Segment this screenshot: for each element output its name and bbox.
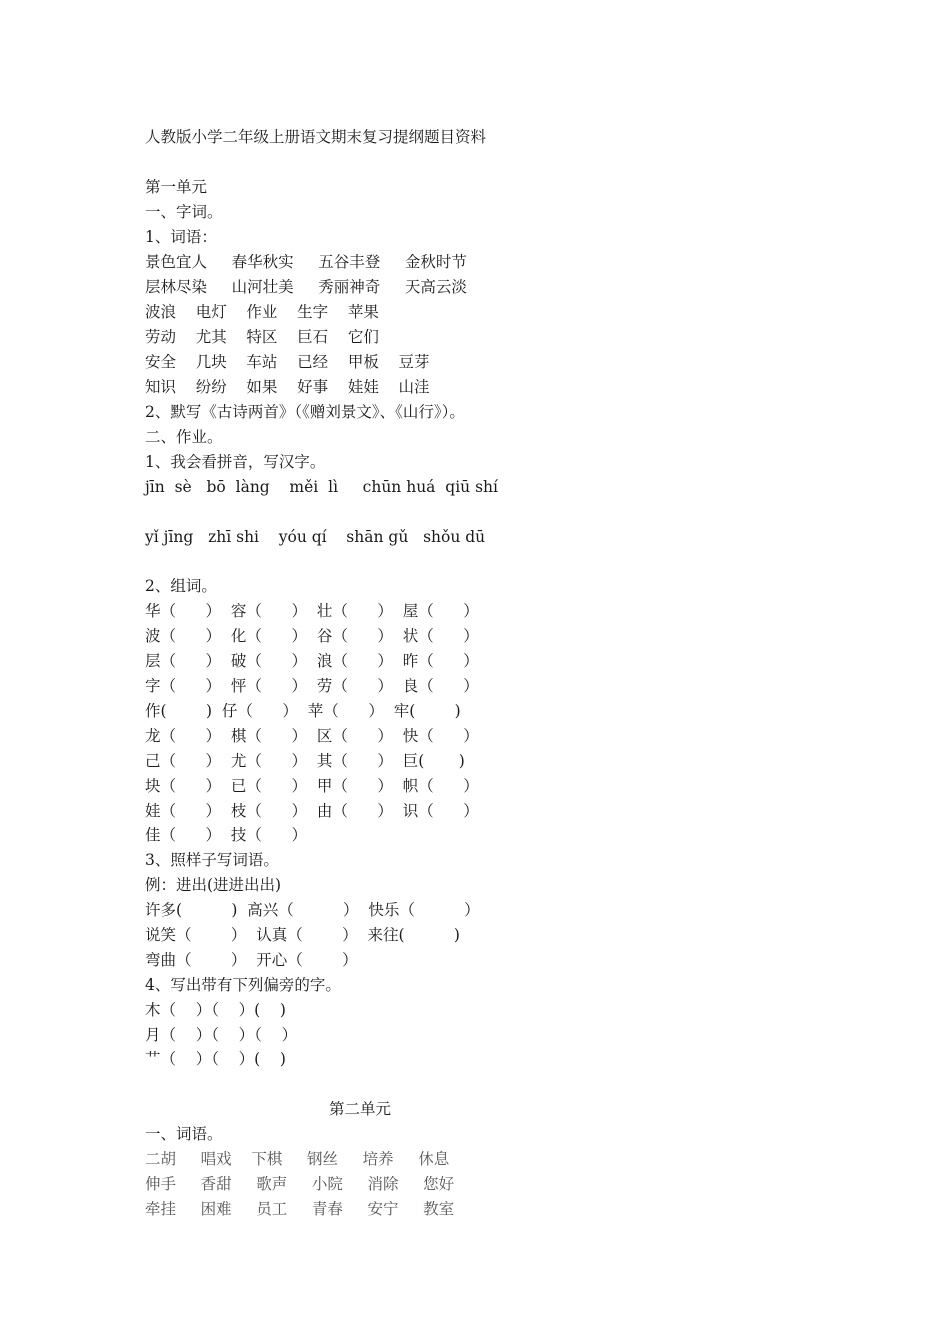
unit2-heading: 第二单元 xyxy=(329,1100,392,1118)
group-words-line: 层（ ） 破（ ） 浪（ ） 昨（ ） xyxy=(145,652,479,670)
dictation-instruction: 2、默写《古诗两首》（《赠刘景文》、《山行》）。 xyxy=(145,403,465,421)
pinyin-line: yǐ jīng zhī shi yóu qí shān gǔ shǒu dū xyxy=(145,528,486,546)
unit1-section-homework: 二、作业。 xyxy=(145,428,223,446)
group-words-line: 作( ) 仔（ ） 苹（ ） 牢( ) xyxy=(145,702,461,720)
pattern-line: 弯曲（ ） 开心（ ） xyxy=(145,951,358,969)
unit2-section-words: 一、词语。 xyxy=(145,1125,223,1143)
vocab-line: 安全 几块 车站 已经 甲板 豆芽 xyxy=(145,353,430,371)
vocab-line: 层林尽染 山河壮美 秀丽神奇 天高云淡 xyxy=(145,278,467,296)
radical-question: 4、写出带有下列偏旁的字。 xyxy=(145,976,341,994)
pattern-question: 3、照样子写词语。 xyxy=(145,851,279,869)
group-words-line: 块（ ） 已（ ） 甲（ ） 帜（ ） xyxy=(145,777,479,795)
vocab-line: 劳动 尤其 特区 巨石 它们 xyxy=(145,328,379,346)
vocab-line: 景色宜人 春华秋实 五谷丰登 金秋时节 xyxy=(145,253,467,271)
unit1-section-words: 一、字词。 xyxy=(145,203,223,221)
pinyin-question: 1、我会看拼音，写汉字。 xyxy=(145,453,326,471)
unit2-vocab-line: 二胡 唱戏 下棋 钢丝 培养 休息 xyxy=(145,1150,450,1168)
group-words-question: 2、组词。 xyxy=(145,577,217,595)
group-words-line: 华（ ） 容（ ） 壮（ ） 屋（ ） xyxy=(145,602,479,620)
vocab-heading: 1、词语： xyxy=(145,228,217,246)
radical-line: 木（ ）（ ）( ) xyxy=(145,1001,286,1019)
group-words-line: 字（ ） 怦（ ） 劳（ ） 良（ ） xyxy=(145,677,479,695)
radical-line: 月（ ）（ ）（ ） xyxy=(145,1026,298,1044)
pinyin-line: jīn sè bō làng měi lì chūn huá qiū shí xyxy=(145,478,498,496)
pattern-line: 说笑（ ） 认真（ ） 来往( ) xyxy=(145,926,460,944)
document-title: 人教版小学二年级上册语文期末复习提纲题目资料 xyxy=(145,128,487,146)
vocab-line: 波浪 电灯 作业 生字 苹果 xyxy=(145,303,379,321)
group-words-line: 佳（ ） 技（ ） xyxy=(145,826,307,844)
pattern-example: 例：进出(进进出出) xyxy=(145,876,282,894)
group-words-line: 波（ ） 化（ ） 谷（ ） 状（ ） xyxy=(145,627,479,645)
unit1-heading: 第一单元 xyxy=(145,178,208,196)
group-words-line: 娃（ ） 枝（ ） 由（ ） 识（ ） xyxy=(145,802,479,820)
pattern-line: 许多( ) 高兴（ ） 快乐（ ） xyxy=(145,901,480,919)
vocab-line: 知识 纷纷 如果 好事 娃娃 山洼 xyxy=(145,378,430,396)
radical-line: 艹（ ）（ ）( ) xyxy=(145,1050,286,1068)
unit2-vocab-line: 牵挂 困难 员工 青春 安宁 教室 xyxy=(145,1200,455,1218)
group-words-line: 己（ ） 尤（ ） 其（ ） 巨( ) xyxy=(145,752,465,770)
unit2-vocab-line: 伸手 香甜 歌声 小院 消除 您好 xyxy=(145,1175,455,1193)
group-words-line: 龙（ ） 棋（ ） 区（ ） 快（ ） xyxy=(145,727,479,745)
